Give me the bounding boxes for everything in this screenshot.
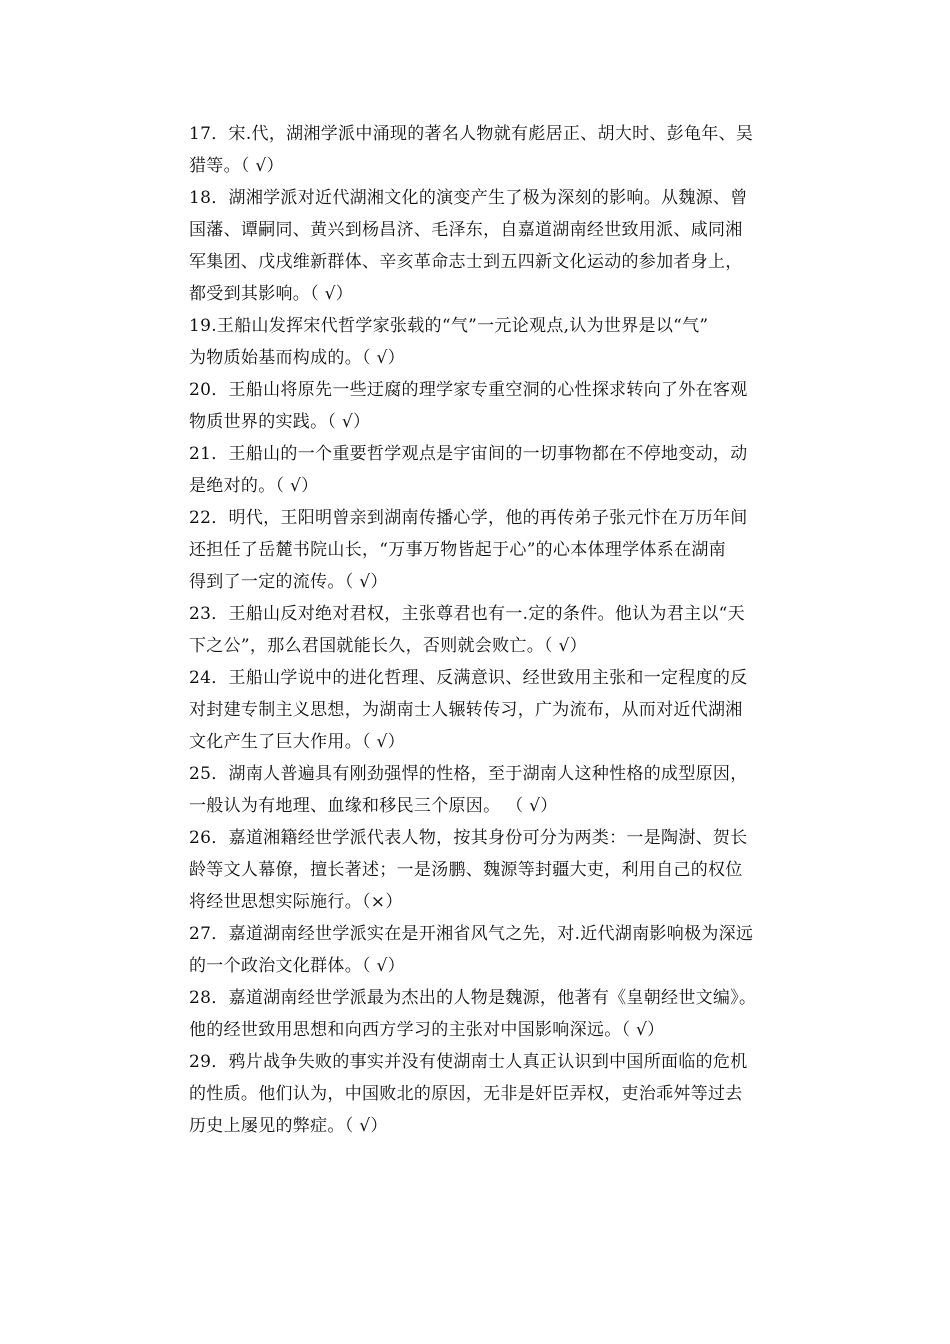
question-list [189,118,809,1142]
text-line: 的一个政治文化群体。（ √） [189,956,405,976]
text-line: 他的经世致用思想和向西方学习的主张对中国影响深远。（ √） [189,1020,665,1040]
text-line: 文化产生了巨大作用。（ √） [189,732,405,752]
text-line: 为物质始基而构成的。（ √） [189,348,405,368]
text-line: 17．宋.代，湖湘学派中涌现的著名人物就有彪居正、胡大时、彭龟年、吴 [189,124,754,144]
question-item-18 [189,182,809,310]
question-item-29 [189,1046,809,1142]
text-line: 24．王船山学说中的进化哲理、反满意识、经世致用主张和一定程度的反 [189,668,748,688]
text-line: 20．王船山将原先一些迂腐的理学家专重空洞的心性探求转向了外在客观 [189,380,748,400]
question-item-22 [189,502,809,598]
question-item-23 [189,598,809,662]
text-line: 将经世思想实际施行。（×） [189,892,403,912]
question-item-25 [189,758,809,822]
text-line: 26．嘉道湘籍经世学派代表人物，按其身份可分为两类：一是陶澍、贺长 [189,828,748,848]
text-line: 对封建专制主义思想，为湖南士人辗转传习，广为流布，从而对近代湖湘 [189,700,743,720]
text-line: 的性质。他们认为，中国败北的原因，无非是奸臣弄权，吏治乖舛等过去 [189,1084,743,1104]
text-line: 28．嘉道湖南经世学派最为杰出的人物是魏源，他著有《皇朝经世文编》。 [189,988,757,1008]
text-line: 得到了一定的流传。（ √） [189,572,388,592]
text-line: 27．嘉道湖南经世学派实在是开湘省风气之先，对.近代湖南影响极为深远 [189,924,754,944]
question-item-27 [189,918,809,982]
text-line: 龄等文人幕僚，擅长著述；一是汤鹏、魏源等封疆大吏，利用自己的权位 [189,860,743,880]
text-line: 历史上屡见的弊症。（ √） [189,1116,388,1136]
text-line: 29．鸦片战争失败的事实并没有使湖南士人真正认识到中国所面临的危机 [189,1052,748,1072]
question-item-20 [189,374,809,438]
text-line: 18．湖湘学派对近代湖湘文化的演变产生了极为深刻的影响。从魏源、曾 [189,188,748,208]
question-item-28 [189,982,809,1046]
question-item-26 [189,822,809,918]
text-line: 25．湖南人普遍具有刚劲强悍的性格，至于湖南人这种性格的成型原因， [189,764,748,784]
text-line: 猎等。（ √） [189,156,284,176]
text-line: 军集团、戊戌维新群体、辛亥革命志士到五四新文化运动的参加者身上， [189,252,743,272]
text-line: 23．王船山反对绝对君权，主张尊君也有一.定的条件。他认为君主以“天 [189,604,745,624]
text-line: 是绝对的。（ √） [189,476,319,496]
text-line: 物质世界的实践。（ √） [189,412,371,432]
text-line: 22．明代，王阳明曾亲到湖南传播心学，他的再传弟子张元忭在万历年间 [189,508,748,528]
text-line: 19.王船山发挥宋代哲学家张载的“气”一元论观点,认为世界是以“气” [189,316,709,336]
text-line: 都受到其影响。（ √） [189,284,354,304]
question-item-17 [189,118,809,182]
question-item-19 [189,310,809,374]
text-line: 一般认为有地理、血缘和移民三个原因。 （ √） [189,796,558,816]
question-item-24 [189,662,809,758]
text-line: 还担任了岳麓书院山长，“万事万物皆起于心”的心本体理学体系在湖南 [189,540,726,560]
text-line: 国藩、谭嗣同、黄兴到杨昌济、毛泽东，自嘉道湖南经世致用派、咸同湘 [189,220,743,240]
question-item-21 [189,438,809,502]
text-line: 下之公”，那么君国就能长久，否则就会败亡。（ √） [189,636,587,656]
text-line: 21．王船山的一个重要哲学观点是宇宙间的一切事物都在不停地变动，动 [189,444,748,464]
